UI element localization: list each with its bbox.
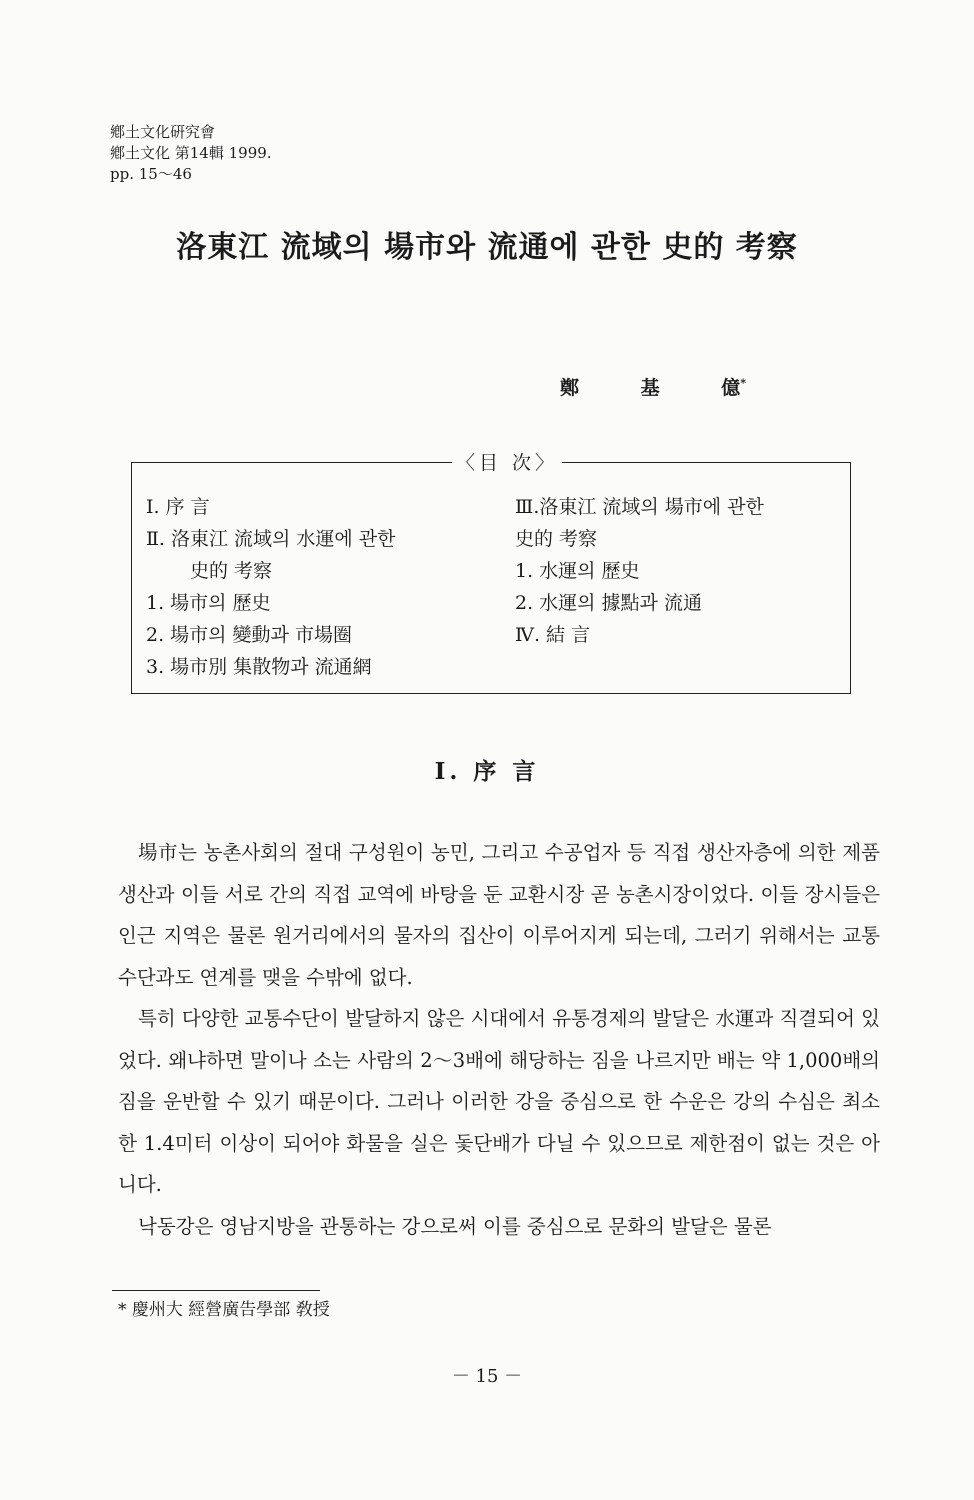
journal-info (110, 122, 272, 185)
toc-column-left (146, 491, 396, 683)
table-of-contents (131, 452, 851, 694)
paper-title: 洛東江 流域의 場市와 流通에 관한 史的 考察 (176, 230, 798, 265)
journal-pages: pp. 15～46 (110, 165, 192, 183)
author (560, 373, 746, 400)
toc-item: Ⅲ.洛東江 流域의 場市에 관한 (515, 496, 764, 518)
toc-item: 2. 水運의 據點과 流通 (515, 592, 702, 614)
toc-heading: 〈目 次〉 (452, 448, 562, 475)
journal-society: 鄕土文化硏究會 (110, 123, 216, 141)
footnote: * 慶州大 經營廣告學部 敎授 (118, 1300, 330, 1320)
body-text (118, 832, 880, 1247)
section-heading: Ⅰ. 序 言 (434, 758, 540, 785)
paragraph: 낙동강은 영남지방을 관통하는 강으로써 이를 중심으로 문화의 발달은 물론 (138, 1214, 772, 1238)
toc-item: 史的 考察 (190, 560, 273, 582)
toc-item: Ⅱ. 洛東江 流域의 水運에 관한 (146, 528, 396, 550)
paragraph: 특히 다양한 교통수단이 발달하지 않은 시대에서 유통경제의 발달은 水運과 직결되어 있었다. 왜냐하면 말이나 소는 사람의 2～3배에 해당하는 짐을 나르지만 배는 약 1,000배의 짐을 운반할 수 있기 때문이다. 그러나 이러한 강을 중심으로 한 수운은 강의 수심은 최소한 1.4미터 이상이 되어야 화물을 실은 돛단배가 다닐 수 있으므로 제한점이 없는 것은 아니다. (118, 1007, 880, 1196)
toc-item: 1. 場市의 歷史 (146, 592, 271, 614)
toc-item: 2. 場市의 變動과 市場圈 (146, 624, 352, 646)
toc-item: 1. 水運의 歷史 (515, 560, 640, 582)
paragraph: 場市는 농촌사회의 절대 구성원이 농민, 그리고 수공업자 등 직접 생산자층에 의한 제품생산과 이들 서로 간의 직접 교역에 바탕을 둔 교환시장 곧 농촌시장이었다. 이들 장시들은 인근 지역은 물론 원거리에서의 물자의 집산이 이루어지게 되는데, 그러기 위해서는 교통수단과도 연계를 맺을 수밖에 없다. (118, 841, 880, 989)
toc-item: 史的 考察 (515, 528, 598, 550)
footnote-divider (112, 1290, 320, 1291)
journal-volume: 鄕土文化 第14輯 1999. (110, 144, 272, 162)
toc-item: Ⅰ. 序 言 (146, 496, 210, 518)
toc-item: 3. 場市別 集散物과 流通網 (146, 656, 372, 678)
toc-column-right (515, 491, 764, 651)
author-footnote-mark: * (740, 376, 746, 390)
page-number: － 15 － (451, 1366, 523, 1387)
author-name: 鄭 基 億 (560, 377, 741, 399)
toc-item: Ⅳ. 結 言 (515, 624, 591, 646)
